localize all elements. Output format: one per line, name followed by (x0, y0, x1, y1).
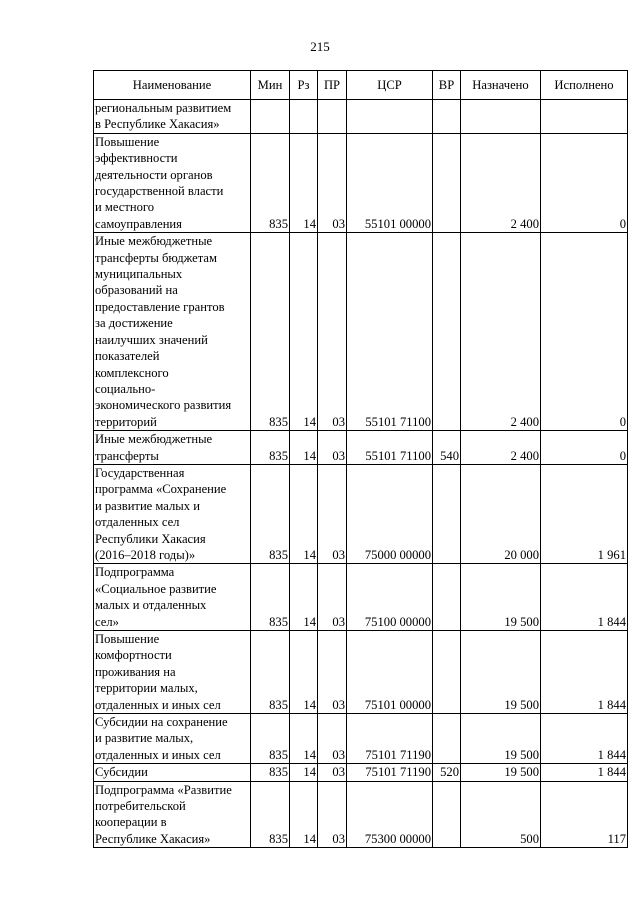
cell-name-line: и развитие малых и (95, 498, 200, 513)
cell-name (94, 233, 251, 431)
cell-name-line: Подпрограмма «Развитие (95, 782, 232, 797)
cell-name-line: и местного (95, 200, 155, 215)
cell-executed: 0 (541, 133, 628, 232)
page-number: 215 (310, 39, 330, 54)
table-body (94, 100, 628, 848)
budget-table (93, 70, 628, 848)
cell-name-line: «Социальное развитие (95, 581, 217, 596)
cell-pr: 03 (318, 714, 347, 764)
cell-name-line: Повышение (95, 134, 160, 149)
cell-min: 835 (251, 781, 290, 848)
cell-name-line: муниципальных (95, 267, 183, 282)
cell-vr (433, 233, 461, 431)
table-row (94, 631, 628, 714)
cell-vr: 540 (433, 431, 461, 465)
cell-name (94, 781, 251, 848)
cell-name-line: проживания на (95, 664, 176, 679)
cell-name (94, 631, 251, 714)
cell-csr: 55101 00000 (347, 133, 433, 232)
cell-name-line: эффективности (95, 151, 178, 166)
cell-name-line: в Республике Хакасия» (95, 117, 220, 132)
cell-csr: 55101 71100 (347, 233, 433, 431)
cell-name-line: Иные межбюджетные (95, 432, 213, 447)
cell-pr: 03 (318, 564, 347, 631)
cell-name (94, 100, 251, 134)
cell-pr: 03 (318, 133, 347, 232)
table-row (94, 781, 628, 848)
cell-csr: 75101 71190 (347, 714, 433, 764)
cell-min (251, 100, 290, 134)
cell-csr: 75100 00000 (347, 564, 433, 631)
cell-name-line: предоставление грантов (95, 299, 225, 314)
cell-name-line: Подпрограмма (95, 565, 175, 580)
cell-min: 835 (251, 431, 290, 465)
cell-csr (347, 100, 433, 134)
cell-name-line: и развитие малых, (95, 731, 194, 746)
cell-executed: 1 844 (541, 631, 628, 714)
header-pr: ПР (318, 71, 347, 100)
header-min: Мин (251, 71, 290, 100)
cell-name-line: экономического развития (95, 398, 232, 413)
cell-assigned: 2 400 (461, 133, 541, 232)
cell-rz (290, 100, 318, 134)
cell-min: 835 (251, 564, 290, 631)
cell-name-line: за достижение (95, 316, 173, 331)
cell-assigned: 19 500 (461, 631, 541, 714)
cell-vr (433, 100, 461, 134)
cell-assigned: 2 400 (461, 233, 541, 431)
cell-rz: 14 (290, 233, 318, 431)
cell-name-line: трансферты бюджетам (95, 250, 217, 265)
cell-min: 835 (251, 631, 290, 714)
cell-csr: 75101 71190 (347, 764, 433, 781)
cell-csr: 75300 00000 (347, 781, 433, 848)
cell-name-line: сел» (95, 614, 119, 629)
cell-rz: 14 (290, 714, 318, 764)
cell-vr (433, 133, 461, 232)
cell-name-line: малых и отдаленных (95, 598, 207, 613)
cell-name-line: комфортности (95, 648, 172, 663)
header-csr: ЦСР (347, 71, 433, 100)
table-row (94, 100, 628, 134)
cell-rz: 14 (290, 431, 318, 465)
cell-vr (433, 714, 461, 764)
cell-assigned: 19 500 (461, 764, 541, 781)
cell-pr: 03 (318, 431, 347, 465)
cell-name-line: Государственная (95, 465, 185, 480)
cell-name-line: самоуправления (95, 216, 182, 231)
cell-executed (541, 100, 628, 134)
table-header-row (94, 71, 628, 100)
cell-name-line: Повышение (95, 632, 160, 646)
header-rz: Рз (290, 71, 318, 100)
cell-name-line: (2016–2018 годы)» (95, 547, 196, 562)
cell-rz: 14 (290, 133, 318, 232)
cell-min: 835 (251, 714, 290, 764)
cell-executed: 1 844 (541, 564, 628, 631)
cell-rz: 14 (290, 564, 318, 631)
cell-min: 835 (251, 233, 290, 431)
cell-executed: 117 (541, 781, 628, 848)
cell-assigned (461, 100, 541, 134)
cell-assigned: 500 (461, 781, 541, 848)
table-row (94, 564, 628, 631)
cell-executed: 0 (541, 233, 628, 431)
cell-name-line: потребительской (95, 799, 186, 814)
cell-vr (433, 564, 461, 631)
cell-executed: 0 (541, 431, 628, 465)
cell-rz: 14 (290, 464, 318, 563)
cell-csr: 75101 00000 (347, 631, 433, 714)
cell-name-line: Субсидии (95, 765, 148, 780)
cell-name-line: отдаленных и иных сел (95, 697, 221, 712)
cell-assigned: 20 000 (461, 464, 541, 563)
cell-min: 835 (251, 133, 290, 232)
cell-vr (433, 631, 461, 714)
header-name: Наименование (94, 71, 251, 100)
cell-rz: 14 (290, 781, 318, 848)
cell-name (94, 564, 251, 631)
table-row (94, 714, 628, 764)
cell-name-line: социально- (95, 381, 156, 396)
header-assigned: Назначено (461, 71, 541, 100)
cell-pr (318, 100, 347, 134)
cell-min: 835 (251, 764, 290, 781)
cell-vr: 520 (433, 764, 461, 781)
cell-pr: 03 (318, 781, 347, 848)
cell-name-line: трансферты (95, 448, 159, 463)
cell-executed: 1 844 (541, 714, 628, 764)
cell-pr: 03 (318, 631, 347, 714)
table-row (94, 133, 628, 232)
cell-name-line: государственной власти (95, 184, 224, 199)
cell-name (94, 464, 251, 563)
header-vr: ВР (433, 71, 461, 100)
cell-executed: 1 844 (541, 764, 628, 781)
cell-assigned: 19 500 (461, 564, 541, 631)
cell-pr: 03 (318, 764, 347, 781)
cell-assigned: 19 500 (461, 714, 541, 764)
header-executed: Исполнено (541, 71, 628, 100)
cell-name (94, 431, 251, 465)
cell-name-line: образований на (95, 283, 178, 298)
cell-name (94, 764, 251, 781)
cell-name-line: региональным развитием (95, 101, 232, 115)
cell-name-line: территорий (95, 414, 157, 429)
cell-name-line: деятельности органов (95, 167, 213, 182)
cell-name-line: территории малых, (95, 681, 198, 696)
cell-vr (433, 464, 461, 563)
cell-pr: 03 (318, 233, 347, 431)
cell-executed: 1 961 (541, 464, 628, 563)
cell-name-line: отдаленных сел (95, 515, 180, 530)
cell-rz: 14 (290, 631, 318, 714)
cell-vr (433, 781, 461, 848)
cell-name-line: комплексного (95, 365, 169, 380)
cell-name-line: наилучших значений (95, 332, 208, 347)
cell-name-line: программа «Сохранение (95, 482, 227, 497)
cell-pr: 03 (318, 464, 347, 563)
cell-csr: 75000 00000 (347, 464, 433, 563)
cell-name-line: Иные межбюджетные (95, 234, 213, 249)
cell-name-line: отдаленных и иных сел (95, 747, 221, 762)
cell-name (94, 714, 251, 764)
cell-name-line: кооперации в (95, 815, 167, 830)
cell-name (94, 133, 251, 232)
cell-name-line: Республики Хакасия (95, 531, 206, 546)
cell-name-line: показателей (95, 349, 160, 364)
cell-name-line: Республике Хакасия» (95, 831, 211, 846)
cell-name-line: Субсидии на сохранение (95, 715, 228, 730)
table-row (94, 431, 628, 465)
table-row (94, 233, 628, 431)
cell-rz: 14 (290, 764, 318, 781)
cell-csr: 55101 71100 (347, 431, 433, 465)
cell-assigned: 2 400 (461, 431, 541, 465)
table-row (94, 764, 628, 781)
table-row (94, 464, 628, 563)
cell-min: 835 (251, 464, 290, 563)
